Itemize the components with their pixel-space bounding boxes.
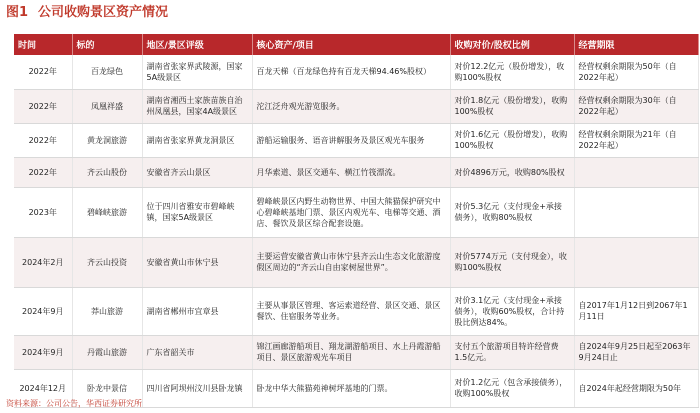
table-cell: 2022年 bbox=[14, 123, 72, 157]
table-row bbox=[14, 55, 698, 89]
table-cell: 自2024年9月25日起至2063年9月24日止 bbox=[574, 335, 698, 369]
table-cell: 四川省阿坝州汶川县卧龙镇 bbox=[142, 369, 252, 407]
table-cell: 黄龙洞旅游 bbox=[72, 123, 142, 157]
table-cell: 湖南省湘西土家族苗族自治州凤凰县，国家4A级景区 bbox=[142, 89, 252, 123]
table-row bbox=[14, 237, 698, 287]
table-cell bbox=[574, 187, 698, 237]
column-header: 时间 bbox=[14, 34, 72, 55]
table-cell: 齐云山投资 bbox=[72, 237, 142, 287]
table-cell: 2024年9月 bbox=[14, 287, 72, 335]
table-cell: 安徽省黄山市休宁县 bbox=[142, 237, 252, 287]
table-cell: 对价1.8亿元（股份增发），收购100%股权 bbox=[450, 89, 574, 123]
table-row bbox=[14, 157, 698, 187]
table-cell: 支付五个旅游项目特许经营费1.5亿元。 bbox=[450, 335, 574, 369]
table-cell: 沱江泛舟观光游览服务。 bbox=[252, 89, 450, 123]
table-cell: 安徽省齐云山景区 bbox=[142, 157, 252, 187]
table-cell: 主要运营安徽省黄山市休宁县齐云山生态文化旅游度假区周边的“齐云山自由家树屋世界”。 bbox=[252, 237, 450, 287]
column-header: 经营期限 bbox=[574, 34, 698, 55]
table-cell bbox=[574, 237, 698, 287]
table-cell: 对价12.2亿元（股份增发），收购100%股权 bbox=[450, 55, 574, 89]
table-cell: 丹霞山旅游 bbox=[72, 335, 142, 369]
table-cell: 2023年 bbox=[14, 187, 72, 237]
table-cell: 卧龙中华大熊猫苑神树坪基地的门票。 bbox=[252, 369, 450, 407]
table-cell: 湖南省张家界武陵源，国家5A级景区 bbox=[142, 55, 252, 89]
table-cell: 对价4896万元，收购80%股权 bbox=[450, 157, 574, 187]
table-cell: 2022年 bbox=[14, 157, 72, 187]
column-header: 标的 bbox=[72, 34, 142, 55]
table-cell: 百龙绿色 bbox=[72, 55, 142, 89]
table-cell: 卧龙中景信 bbox=[72, 369, 142, 407]
table-cell: 齐云山股份 bbox=[72, 157, 142, 187]
figure-title bbox=[6, 3, 178, 23]
table-cell: 莽山旅游 bbox=[72, 287, 142, 335]
table-cell: 碧峰峡景区内野生动物世界、中国大熊猫保护研究中心碧峰峡基地门票、景区内观光车、电梯等交通、酒店、餐饮及景区综合配套设施。 bbox=[252, 187, 450, 237]
table-cell: 对价3.1亿元（支付现金+承接债务），收购60%股权，合计持股比例达84%。 bbox=[450, 287, 574, 335]
table-cell: 碧峰峡旅游 bbox=[72, 187, 142, 237]
figure-title-text: 公司收购景区资产情况 bbox=[38, 5, 169, 20]
table-cell: 2024年2月 bbox=[14, 237, 72, 287]
table-row bbox=[14, 123, 698, 157]
source-note: 资料来源：公司公告，华西证券研究所 bbox=[6, 399, 142, 408]
table-cell: 湖南省张家界黄龙洞景区 bbox=[142, 123, 252, 157]
table-cell bbox=[574, 157, 698, 187]
table-cell: 经营权剩余期限为21年（自2022年起） bbox=[574, 123, 698, 157]
column-header: 核心资产/项目 bbox=[252, 34, 450, 55]
figure-label: 图1 bbox=[6, 5, 29, 20]
table-cell: 湖南省郴州市宜章县 bbox=[142, 287, 252, 335]
table-cell: 经营权剩余期限为30年（自2022年起） bbox=[574, 89, 698, 123]
column-header: 地区/景区评级 bbox=[142, 34, 252, 55]
table-cell: 自2024年起经营期限为50年 bbox=[574, 369, 698, 407]
table-cell: 2022年 bbox=[14, 55, 72, 89]
table-row bbox=[14, 89, 698, 123]
table-row bbox=[14, 187, 698, 237]
table-cell: 广东省韶关市 bbox=[142, 335, 252, 369]
table-cell: 锦江画廊游船项目、翔龙湖游船项目、水上丹霞游船项目、景区旅游观光车项目 bbox=[252, 335, 450, 369]
table-header-row bbox=[14, 34, 698, 55]
table-cell: 2024年9月 bbox=[14, 335, 72, 369]
table-cell: 对价1.6亿元（股份增发），收购100%股权 bbox=[450, 123, 574, 157]
table-cell: 自2017年1月12日到2067年1月11日 bbox=[574, 287, 698, 335]
column-header: 收购对价/股权比例 bbox=[450, 34, 574, 55]
table-cell: 经营权剩余期限为50年（自2022年起） bbox=[574, 55, 698, 89]
table-cell: 百龙天梯（百龙绿色持有百龙天梯94.46%股权） bbox=[252, 55, 450, 89]
table-cell: 位于四川省雅安市碧峰峡镇，国家5A级景区 bbox=[142, 187, 252, 237]
acquisition-table bbox=[14, 34, 699, 408]
table-cell: 主要从事景区管理、客运索道经营、景区交通、景区餐饮、住宿服务等业务。 bbox=[252, 287, 450, 335]
table-cell: 2022年 bbox=[14, 89, 72, 123]
table-cell: 2024年12月 bbox=[14, 369, 72, 407]
table-cell: 凤凰祥盛 bbox=[72, 89, 142, 123]
table-cell: 对价5774万元（支付现金），收购100%股权 bbox=[450, 237, 574, 287]
table-row bbox=[14, 287, 698, 335]
table-cell: 对价5.3亿元（支付现金+承接债务），收购80%股权 bbox=[450, 187, 574, 237]
table-row bbox=[14, 335, 698, 369]
table-cell: 游船运输服务、语音讲解服务及景区观光车服务 bbox=[252, 123, 450, 157]
table-cell: 月华索道、景区交通车、横江竹筏漂流。 bbox=[252, 157, 450, 187]
table-cell: 对价1.2亿元（包含承接债务），收购100%股权 bbox=[450, 369, 574, 407]
